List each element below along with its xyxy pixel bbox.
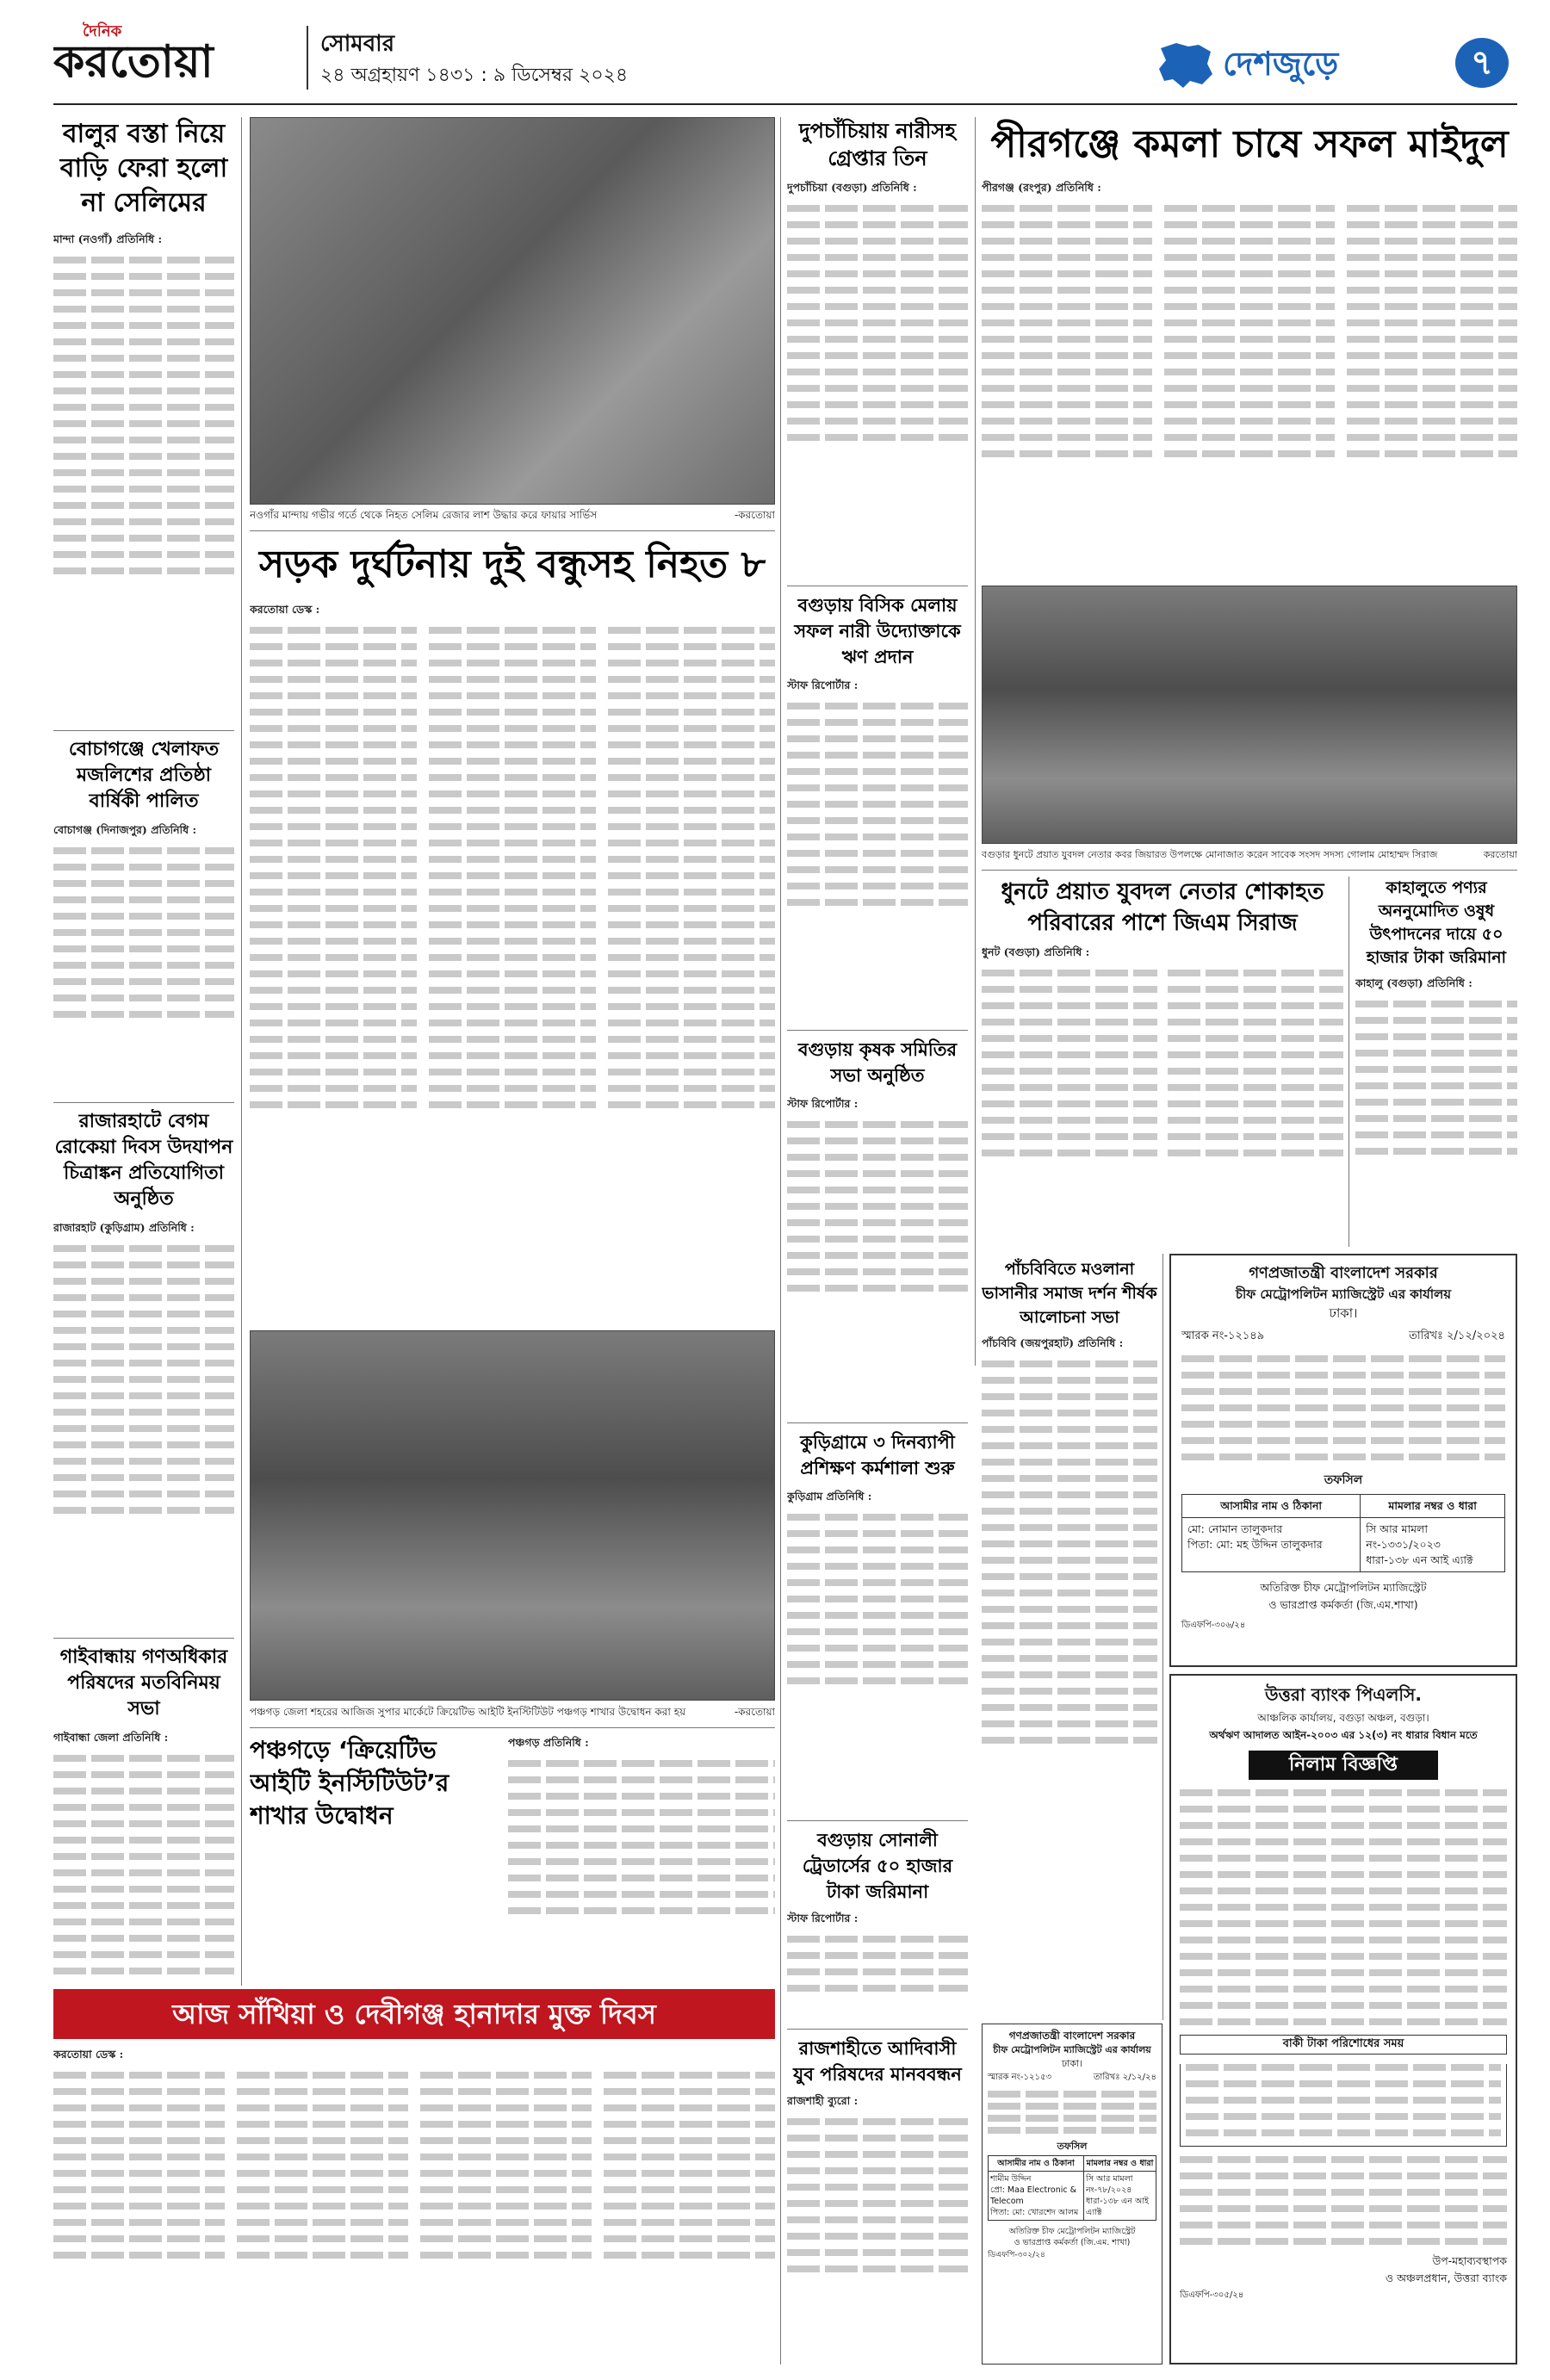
body-lines <box>53 1755 234 1974</box>
byline: পাঁচবিবি (জয়পুরহাট) প্রতিনিধি : <box>982 1336 1124 1349</box>
masthead-underline <box>53 103 1517 105</box>
accused-name: শামীম উদ্দিন <box>990 2174 1032 2184</box>
notice-signer2: ও ভারপ্রাপ্ত কর্মকর্তা (জি.এম. শাখা) <box>1014 2238 1131 2247</box>
bank-body-lines <box>1180 1789 1507 2025</box>
notice-signer: অতিরিক্ত চীফ মেট্রোপলিটন ম্যাজিস্ট্রেট <box>1260 1581 1427 1594</box>
col-case: মামলার নম্বর ও ধারা <box>1084 2156 1156 2172</box>
body-columns <box>53 2062 775 2268</box>
masthead-date: ২৪ অগ্রহায়ণ ১৪৩১ : ৯ ডিসেম্বর ২০২৪ <box>320 65 629 86</box>
headline: দুপচাঁচিয়ায় নারীসহ গ্রেপ্তার তিন <box>798 119 957 170</box>
case-title: সি আর মামলা <box>1086 2174 1133 2184</box>
article-pirganj <box>982 117 1517 599</box>
court-notice-2 <box>982 2024 1162 2365</box>
case-section: ধারা-১৩৮ এন আই এ্যাক্ট <box>1366 1553 1473 1566</box>
article-rajarhat-begum <box>53 1109 234 1634</box>
notice-memo: স্মারক নং-১২১৪৯ <box>1181 1329 1265 1342</box>
headline: কুড়িগ্রামে ৩ দিনব্যাপী প্রশিক্ষণ কর্মশালা শুরু <box>800 1432 955 1478</box>
headline: বালুর বস্তা নিয়ে বাড়ি ফেরা হলো না সেলিমের <box>59 119 228 218</box>
article-balur-bosta <box>53 117 234 720</box>
body-lines <box>787 1121 968 1292</box>
headline: ধুনটে প্রয়াত যুবদল নেতার শোকাহত পরিবারের পাশে জিএম সিরাজ <box>1001 879 1324 936</box>
masthead-divider <box>307 26 308 90</box>
body-columns <box>982 195 1517 467</box>
body-lines <box>787 205 968 441</box>
byline: ধুনট (বগুড়া) প্রতিনিধি : <box>982 945 1090 958</box>
body-lines <box>508 1760 775 1914</box>
byline: রাজারহাট (কুড়িগ্রাম) প্রতিনিধি : <box>53 1221 195 1234</box>
byline: করতোয়া ডেস্ক : <box>250 603 320 616</box>
byline: গাইবান্ধা জেলা প্রতিনিধি : <box>53 1731 169 1744</box>
photo-rescue-caption: নওগাঁর মান্দায় গভীর গর্তে থেকে নিহত সেলিম রেজার লাশ উদ্ধার করে ফায়ার সার্ভিস -করতোয়া <box>250 509 775 521</box>
notice-ref: ডিএফপি-৩০২/২৪ <box>988 2251 1045 2259</box>
case-section: ধারা-১৩৮ এন আই এ্যাক্ট <box>1086 2197 1149 2217</box>
body-columns <box>250 617 775 1118</box>
body-lines <box>53 847 234 1018</box>
headline: পঞ্চগড়ে ‘ক্রিয়েটিভ আইটি ইনস্টিটিউট’র শাখার উদ্বোধন <box>250 1736 450 1830</box>
byline: রাজশাহী ব্যুরো : <box>787 2094 859 2107</box>
notice-memo: স্মারক নং-১২১৫৩ <box>988 2073 1051 2082</box>
masthead <box>0 0 1550 110</box>
notice-date: তারিখঃ ২/১২/২০২৪ <box>1409 1329 1505 1342</box>
body-lines <box>982 1360 1157 1744</box>
article-sonali <box>787 1827 968 2025</box>
logo-top-text: দৈনিক <box>83 22 122 40</box>
notice-office: চীফ মেট্রোপলিটন ম্যাজিস্ট্রেট এর কার্যালয় <box>993 2044 1151 2055</box>
photo-it-institute <box>250 1330 775 1701</box>
photo-dhunot <box>982 586 1517 844</box>
body-lines <box>787 703 968 906</box>
article-panchbibi <box>982 1257 1157 2015</box>
bank-footer-lines <box>1180 2156 1507 2245</box>
notice-table-title: তফসিল <box>1057 2141 1088 2152</box>
notice-table <box>988 2155 1156 2221</box>
body-lines <box>787 1936 968 1992</box>
headline: বগুড়ায় কৃষক সমিতির সভা অনুষ্ঠিত <box>797 1039 958 1086</box>
article-kurigram <box>787 1429 968 1817</box>
article-kahalu <box>1355 877 1517 1247</box>
bank-table-lines <box>1180 2064 1507 2147</box>
byline: মান্দা (নওগাঁ) প্রতিনিধি : <box>53 232 163 245</box>
bank-table-head: বাকী টাকা পরিশোধের সময় <box>1180 2035 1507 2055</box>
headline: বোচাগঞ্জে খেলাফত মজলিশের প্রতিষ্ঠা বার্ষিকী পালিত <box>68 739 220 812</box>
newspaper-logo <box>53 19 277 96</box>
case-number: নং-১৩৩১/২০২৩ <box>1366 1538 1441 1551</box>
body-lines <box>787 2118 968 2272</box>
article-krishok <box>787 1037 968 1416</box>
notice-signer: অতিরিক্ত চীফ মেট্রোপলিটন ম্যাজিস্ট্রেট <box>1008 2227 1136 2236</box>
court-notice-1 <box>1169 1254 1517 1667</box>
accused-name: মো: নোমান তালুকদার <box>1187 1522 1283 1535</box>
bank-officer: উপ-মহাব্যবস্থাপক <box>1432 2254 1507 2267</box>
article-sorok <box>250 537 775 1398</box>
photo-dhunot-caption: বগুড়ার ধুনটে প্রয়াত যুবদল নেতার কবর জিয়ারত উপলক্ষে মোনাজাত করেন সাবেক সংসদ সদস্য গোলাম মোহাম্মদ সিরাজ করতোয়া <box>982 849 1517 860</box>
notice-gov: গণপ্রজাতন্ত্রী বাংলাদেশ সরকার <box>1249 1264 1438 1282</box>
article-rajshahi-adibasi <box>787 2036 968 2363</box>
notice-city: ঢাকা। <box>1061 2058 1083 2069</box>
case-number: নং-৭৮/২০২৪ <box>1086 2185 1132 2195</box>
headline: পাঁচবিবিতে মওলানা ভাসানীর সমাজ দর্শন শীর্ষক আলোচনা সভা <box>982 1260 1157 1327</box>
body-lines <box>53 1245 234 1514</box>
notice-date: তারিখঃ ২/১২/২৪ <box>1093 2073 1156 2082</box>
body-columns <box>982 960 1343 1166</box>
headline: রাজারহাটে বেগম রোকেয়া দিবস উদযাপন চিত্রাঙ্কন প্রতিযোগিতা অনুষ্ঠিত <box>54 1111 233 1210</box>
masthead-day: সোমবার <box>320 31 395 57</box>
byline: স্টাফ রিপোর্টার : <box>787 1097 859 1110</box>
case-title: সি আর মামলা <box>1366 1522 1428 1535</box>
byline: স্টাফ রিপোর্টার : <box>787 679 859 691</box>
headline: বগুড়ায় বিসিক মেলায় সফল নারী উদ্যোক্তাকে ঋণ প্রদান <box>794 595 961 667</box>
byline: স্টাফ রিপোর্টার : <box>787 1912 859 1924</box>
photo-it-caption: পঞ্চগড় জেলা শহরের আজিজ সুপার মার্কেটে ক্রিয়েটিভ আইটি ইনস্টিটিউট পঞ্চগড় শাখার উদ্বোধন করা হয় -করতোয়া <box>250 1706 775 1718</box>
headline: সড়ক দুর্ঘটনায় দুই বন্ধুসহ নিহত ৮ <box>258 542 766 586</box>
byline: বোচাগঞ্জ (দিনাজপুর) প্রতিনিধি : <box>53 823 197 836</box>
notice-table-title: তফসিল <box>1324 1473 1363 1487</box>
notice-gov: গণপ্রজাতন্ত্রী বাংলাদেশ সরকার <box>1008 2030 1136 2042</box>
bank-notice <box>1169 1674 1517 2365</box>
byline: পীরগঞ্জ (রংপুর) প্রতিনিধি : <box>982 181 1101 194</box>
logo-main-text: করতোয়া <box>53 35 214 88</box>
article-panchagarh-it <box>250 1734 775 1993</box>
notice-body-lines <box>988 2091 1156 2134</box>
section-badge <box>1154 38 1524 91</box>
notice-ref: ডিএফপি-৩০৬/২৪ <box>1181 1621 1246 1630</box>
body-lines <box>787 1514 968 1684</box>
byline: পঞ্চগড় প্রতিনিধি : <box>508 1736 589 1749</box>
page-number-badge <box>1455 38 1509 88</box>
body-lines <box>1355 1001 1517 1155</box>
article-dupchanchia <box>787 117 968 582</box>
bank-branch: আঞ্চলিক কার্যালয়, বগুড়া অঞ্চল, বগুড়া। <box>1257 1712 1429 1724</box>
headline: গাইবান্ধায় গণঅধিকার পরিষদের মতবিনিময় সভা <box>59 1646 228 1720</box>
notice-signer2: ও ভারপ্রাপ্ত কর্মকর্তা (জি.এম.শাখা) <box>1268 1598 1418 1611</box>
byline: দুপচাঁচিয়া (বগুড়া) প্রতিনিধি : <box>787 181 917 194</box>
notice-body-lines <box>1181 1355 1505 1460</box>
headline: কাহালুতে পণ্যর অননুমোদিত ওষুধ উৎপাদনের দায়ে ৫০ হাজার টাকা জরিমানা <box>1366 878 1507 967</box>
accused-father: পিতা: মো: মহ উদ্দিন তালুকদার <box>1187 1538 1323 1551</box>
accused-father: পিতা: মো: খোরশেদ আলম <box>990 2208 1079 2217</box>
bank-ref: ডিএফপি-৩০৫/২৪ <box>1180 2290 1244 2300</box>
article-dhunot <box>982 877 1343 1273</box>
banner-headline: আজ সাঁথিয়া ও দেবীগঞ্জ হানাদার মুক্ত দিবস <box>172 1998 656 2030</box>
headline: পীরগঞ্জে কমলা চাষে সফল মাইদুল <box>990 122 1509 166</box>
headline: রাজশাহীতে আদিবাসী যুব পরিষদের মানববন্ধন <box>793 2038 962 2085</box>
col-accused: আসামীর নাম ও ঠিকানা <box>1182 1495 1361 1518</box>
col-accused: আসামীর নাম ও ঠিকানা <box>989 2156 1084 2172</box>
bangladesh-map-icon <box>1154 40 1216 90</box>
section-title: দেশজুড়ে <box>1223 45 1339 83</box>
sathia-banner <box>53 1989 775 2039</box>
bank-law: অর্থঋণ আদালত আইন-২০০৩ এর ১২(৩) নং ধারার বিধান মতে <box>1209 1729 1478 1741</box>
col-case: মামলার নম্বর ও ধারা <box>1361 1495 1505 1518</box>
bank-officer2: ও অঞ্চলপ্রধান, উত্তরা ব্যাংক <box>1385 2272 1507 2284</box>
byline: কাহালু (বগুড়া) প্রতিনিধি : <box>1355 976 1472 989</box>
notice-table <box>1181 1494 1505 1572</box>
headline: বগুড়ায় সোনালী ট্রেডার্সের ৫০ হাজার টাকা জরিমানা <box>802 1830 953 1902</box>
bank-notice-title: নিলাম বিজ্ঞপ্তি <box>1249 1751 1438 1780</box>
body-lines <box>53 257 234 574</box>
byline: কুড়িগ্রাম প্রতিনিধি : <box>787 1490 872 1503</box>
notice-office: চীফ মেট্রোপলিটন ম্যাজিস্ট্রেট এর কার্যালয় <box>1235 1286 1452 1302</box>
photo-rescue <box>250 117 775 505</box>
bank-name: উত্তরা ব্যাংক পিএলসি. <box>1265 1684 1422 1705</box>
byline: করতোয়া ডেস্ক : <box>53 2048 124 2061</box>
article-bogura-bisic <box>787 592 968 1023</box>
article-sathia <box>53 2046 775 2365</box>
article-bochaganj <box>53 737 234 1099</box>
accused-firm: প্রো: Maa Electronic & Telecom <box>990 2185 1077 2206</box>
page-number: ৭ <box>1470 43 1493 83</box>
notice-city: ঢাকা। <box>1329 1305 1358 1321</box>
